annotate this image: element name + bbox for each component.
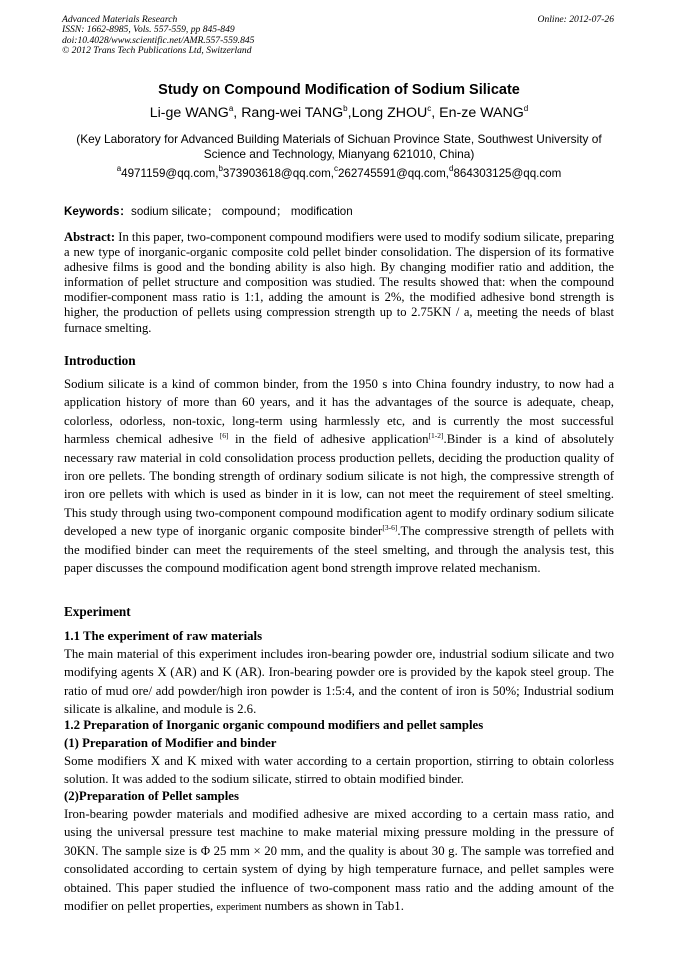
- paper-title: Study on Compound Modification of Sodium Silicate: [158, 82, 520, 98]
- author-name: Long ZHOU: [351, 105, 428, 121]
- author-superscript: c: [427, 104, 432, 113]
- intro-text: .Binder is a kind of absolutely necessary raw material in cold consolidation process production pellets, deciding the production quality of iron ore pellets. The bonding strength of ordinary sodium silicate is not high, the compressive strength of iron ore pellets with which is used as binder in it is low, can not meet the requirement of steel smelting. This study through using two-component compound modification agent to modify ordinary sodium silicate developed a new type of inorganic organic composite binder: [64, 432, 615, 539]
- author-separator: ,: [347, 105, 352, 121]
- citation: [6]: [219, 431, 229, 441]
- email-list: [0, 164, 678, 180]
- email-superscript: c: [333, 164, 338, 173]
- email-address[interactable]: 262745591@qq.com,: [337, 167, 449, 180]
- affiliation: (Key Laboratory for Advanced Building Materials of Sichuan Province State, Southwest University of Science and Technology, Mianyang 621010, China): [76, 132, 602, 161]
- author-name: Li-ge WANG: [149, 105, 229, 121]
- abstract-text: In this paper, two-component compound modifiers were used to modify sodium silicate, preparing a new type of inorganic-organic composite cold pellet binder consolidation. The dispersion of its formative adhesive films is good and the bonding ability is also high. By changing modifier ratio and addition, the information of pellet structure and composition was studied. The results showed that: when the compound modifier-component mass ratio is 1:1, adding the amount is 2%, the modified adhesive bond strength is higher, the production of pellets using compression strength up to 2.75KN / a, meeting the needs of blast furnace smelting.: [64, 230, 615, 335]
- author-separator: ,: [431, 105, 440, 121]
- intro-text: Sodium silicate is a kind of common binder, from the 1950 s into China foundry industry, to now had a application history of more than 60 years, and it has the advantages of the source is adequate, cheap, colorless, odorless, non-toxic, long-term using harmlessly etc, and is currently the most successful harmless chemical adhesive: [64, 377, 614, 447]
- keywords-label: Keywords：: [64, 205, 132, 218]
- author-superscript: a: [228, 104, 234, 113]
- email-address[interactable]: 373903618@qq.com,: [222, 167, 334, 180]
- email-superscript: d: [449, 164, 454, 173]
- keywords-text: sodium silicate； compound； modification: [131, 205, 353, 218]
- doi-line[interactable]: doi:10.4028/www.scientific.net/AMR.557-559.845: [62, 34, 255, 46]
- subsection-2-small: experiment: [216, 902, 262, 914]
- intro-text: .The compressive strength of pellets with the modified binder can meet the requirements of the steel smelting, and through the analysis test, this paper discusses the compound modification agent bond strength improve related mechanism.: [64, 524, 614, 576]
- keywords: [64, 203, 353, 219]
- email-address[interactable]: 864303125@qq.com: [453, 167, 562, 180]
- introduction-heading: Introduction: [64, 353, 136, 368]
- section-1-2-heading: 1.2 Preparation of Inorganic organic compound modifiers and pellet samples: [64, 718, 484, 732]
- section-1-1-text: The main material of this experiment includes iron-bearing powder ore, industrial sodium silicate and two modifying agents X (AR) and K (AR). Iron-bearing powder ore is provided by the kapok steel group. The ratio of mud ore/ add powder/high iron powder is 1:5:4, and the content of iron is 50%; Industrial sodium silicate is alkaline, and module is 2.6.: [64, 647, 614, 717]
- online-date: Online: 2012-07-26: [537, 14, 614, 25]
- issn-line: ISSN: 1662-8985, Vols. 557-559, pp 845-849: [62, 24, 235, 36]
- abstract-label: Abstract:: [64, 230, 116, 244]
- citation: [1-2]: [428, 431, 444, 441]
- author-superscript: d: [523, 104, 529, 113]
- subsection-1-heading: (1) Preparation of Modifier and binder: [64, 736, 277, 750]
- author-list: [0, 105, 678, 121]
- journal-name: Advanced Materials Research: [62, 14, 178, 25]
- subsection-2-text: [64, 805, 614, 917]
- email-superscript: b: [218, 164, 223, 173]
- introduction-paragraph: [64, 375, 614, 577]
- email-address[interactable]: 4971159@qq.com,: [121, 167, 219, 180]
- section-1-1-heading: 1.1 The experiment of raw materials: [64, 629, 263, 643]
- intro-text: in the field of adhesive application: [228, 432, 429, 447]
- author-name: Rang-wei TANG: [241, 105, 344, 121]
- subsection-2-end: numbers as shown in Tab1.: [261, 899, 404, 914]
- experiment-heading: Experiment: [64, 604, 131, 619]
- copyright-line: © 2012 Trans Tech Publications Ltd, Switzerland: [62, 44, 252, 56]
- subsection-2-body: Iron-bearing powder materials and modified adhesive are mixed according to a certain mass ratio, and using the universal pressure test machine to make material mixing pressure molding in the pressure of 30KN. The sample size is Φ 25 mm × 20 mm, and the quality is about 30 g. The sample was torrefied and consolidated according to certain system of dying by high temperature furnace, and pellet samples were obtained. This paper studied the influence of two-component mass ratio and the adding amount of the modifier on pellet properties,: [64, 807, 614, 914]
- author-name: En-ze WANG: [439, 105, 524, 121]
- journal-header: [62, 15, 254, 56]
- abstract: [64, 230, 614, 336]
- subsection-1-text: Some modifiers X and K mixed with water according to a certain proportion, stirring to obtain colorless solution. It was added to the sodium silicate, stirred to obtain modified binder.: [64, 754, 614, 787]
- subsection-2-heading: (2)Preparation of Pellet samples: [64, 789, 239, 803]
- citation: [3-6]: [382, 523, 398, 533]
- author-separator: ,: [233, 105, 242, 121]
- email-superscript: a: [116, 164, 122, 173]
- author-superscript: b: [343, 104, 348, 113]
